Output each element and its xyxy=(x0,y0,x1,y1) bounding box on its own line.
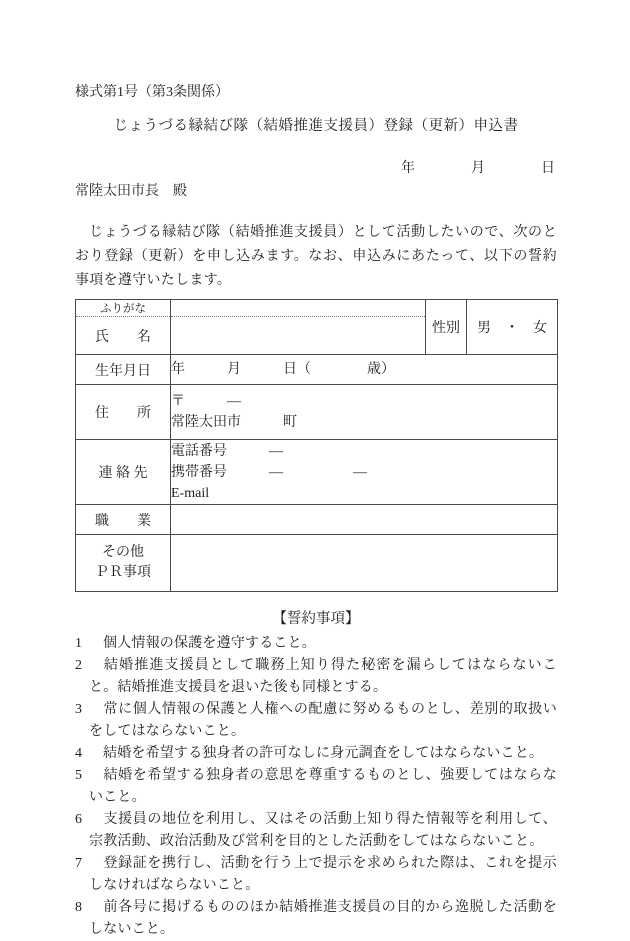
occupation-row xyxy=(76,505,558,535)
contact-input-cell xyxy=(171,440,558,505)
pledge-heading: 【誓約事項】 xyxy=(272,611,360,627)
pledge-item-number: 1 xyxy=(75,636,83,651)
city-town-line: 常陸太田市 町 xyxy=(171,415,297,430)
pledge-item-text: 常に個人情報の保護と人権への配慮に努めるものとし、差別的取扱いをしてはならないこと。 xyxy=(89,702,557,739)
other-pr-row xyxy=(76,535,558,592)
address-label: 住 所 xyxy=(76,385,171,440)
address-input-cell xyxy=(171,385,558,440)
pledge-item-number: 4 xyxy=(75,746,83,761)
occupation-label: 職 業 xyxy=(76,505,171,535)
email-line: E-mail xyxy=(171,485,210,501)
addressee-line: 常陸太田市長 殿 xyxy=(75,184,187,199)
contact-label: 連 絡 先 xyxy=(76,440,171,505)
phone-line: 電話番号 ― xyxy=(171,443,283,459)
pledge-item-number: 5 xyxy=(75,768,83,783)
pledge-item-text: 結婚を希望する独身者の許可なしに身元調査をしてはならないこと。 xyxy=(103,746,544,761)
occupation-input-cell xyxy=(171,505,558,535)
document-title: じょうづる縁結び隊（結婚推進支援員）登録（更新）申込書 xyxy=(113,118,519,134)
furigana-input-cell xyxy=(171,300,426,317)
intro-paragraph: じょうづる縁結び隊（結婚推進支援員）として活動したいので、次のとおり登録（更新）を申し込みます。なお、申込みにあたって、以下の誓約事項を遵守いたします。 xyxy=(75,225,557,288)
other-label-line2: ＰＲ事項 xyxy=(95,565,151,580)
name-label: 氏 名 xyxy=(76,317,171,355)
birthdate-input-cell: 年 月 日（ 歳） xyxy=(171,355,558,385)
furigana-label: ふりがな xyxy=(76,300,171,317)
furigana-row xyxy=(76,300,558,317)
mobile-line: 携帯番号 ― ― xyxy=(171,464,367,480)
form-number: 様式第1号（第3条関係） xyxy=(75,85,229,100)
pledge-item-7 xyxy=(75,853,557,897)
pledge-item-text: 個人情報の保護を遵守すること。 xyxy=(103,636,316,651)
name-input-cell xyxy=(171,317,426,355)
birthdate-row xyxy=(76,355,558,385)
pledge-item-text: 登録証を携行し、活動を行う上で提示を求められた際は、これを提示しなければならないこと。 xyxy=(89,856,557,893)
birthdate-label: 生年月日 xyxy=(76,355,171,385)
pledge-item-text: 支援員の地位を利用し、又はその活動上知り得た情報等を利用して、宗教活動、政治活動及び営利を目的とした活動をしてはならないこと。 xyxy=(89,812,557,849)
pledge-item-text: 結婚を希望する独身者の意思を尊重するものとし、強要してはならないこと。 xyxy=(89,768,557,805)
pledge-item-8 xyxy=(75,897,557,941)
pledge-item-number: 3 xyxy=(75,702,83,717)
pledge-item-3 xyxy=(75,699,557,743)
contact-row xyxy=(76,440,558,505)
sex-label: 性別 xyxy=(426,300,467,355)
pledge-item-4 xyxy=(75,743,557,765)
sex-options: 男 ・ 女 xyxy=(467,300,558,355)
pledge-item-number: 2 xyxy=(75,658,83,673)
other-label-line1: その他 xyxy=(102,545,144,560)
pledge-item-number: 7 xyxy=(75,856,83,871)
date-line: 年 月 日 xyxy=(401,161,555,176)
pledge-item-number: 8 xyxy=(75,900,83,915)
pledge-item-5 xyxy=(75,765,557,809)
pledge-item-2 xyxy=(75,655,557,699)
pledge-item-text: 前各号に掲げるもののほか結婚推進支援員の目的から逸脱した活動をしないこと。 xyxy=(89,900,557,937)
applicant-info-table xyxy=(75,299,558,592)
pledge-list xyxy=(75,633,557,941)
other-pr-input-cell xyxy=(171,535,558,592)
pledge-item-6 xyxy=(75,809,557,853)
address-row xyxy=(76,385,558,440)
other-pr-label xyxy=(76,535,171,592)
pledge-item-number: 6 xyxy=(75,812,83,827)
pledge-item-text: 結婚推進支援員として職務上知り得た秘密を漏らしてはならないこと。結婚推進支援員を退いた後も同様とする。 xyxy=(89,658,557,695)
pledge-item-1 xyxy=(75,633,557,655)
postal-code-line: 〒 ― xyxy=(171,394,241,409)
